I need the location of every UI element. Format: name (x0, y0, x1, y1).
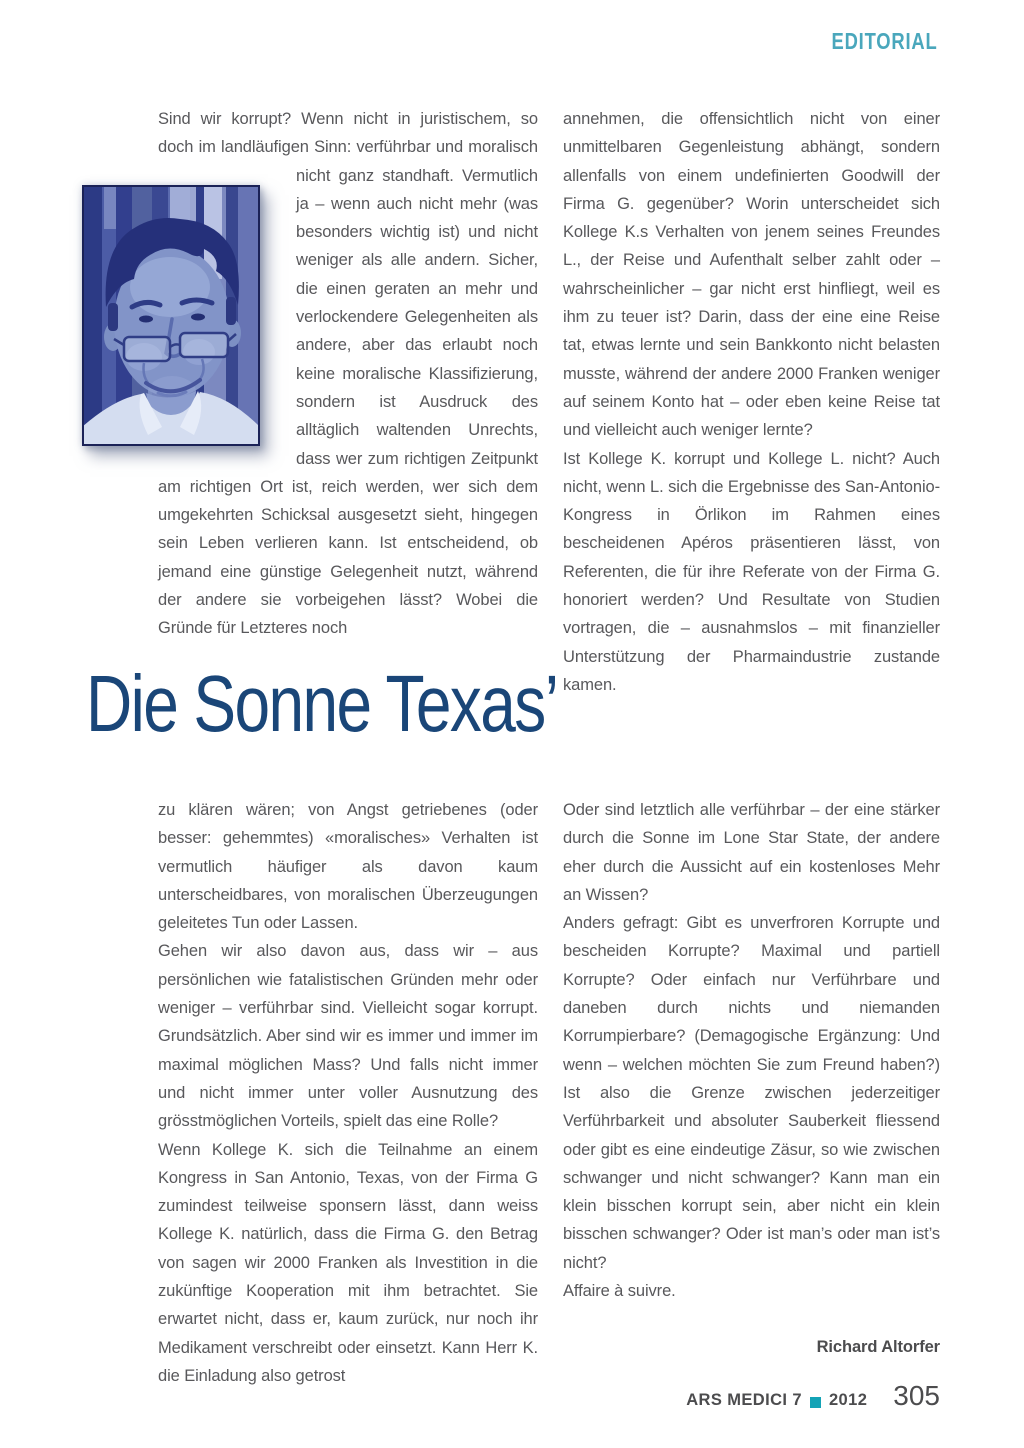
square-bullet-icon (810, 1397, 821, 1408)
paragraph: annehmen, die offensichtlich nicht von einer unmittelbaren Gegenleistung abhängt, sondern allenfalls von einem undefinierten Goodwill der Firma G. gegenüber? Worin unterscheidet sich Kollege K.s Verhalten von jenem seines Freundes L., der Reise und Aufenthalt selber zahlt oder – wahrscheinlicher – gar nicht erst hinfliegt, weil es ihm zu teuer ist? Darin, dass der eine eine Reise tat, etwas lernte und sein Bankkonto nicht belasten musste, während der andere 2000 Franken weniger auf seinem Konto hat – oder eben keine Reise tat und vielleicht auch weniger lernte? (563, 110, 940, 440)
paragraph: Wenn Kollege K. sich die Teilnahme an einem Kongress in San Antonio, Texas, von der Firma G zumindest teilweise sponsern lässt, dann weiss Kollege K. natürlich, dass die Firma G. den Betrag von sagen wir 2000 Franken als Investition in die zukünftige Kooperation mit ihm betrachtet. Sie erwartet nicht, dass er, kaum zurück, nur noch ihr Medikament verschreibt oder einsetzt. Kann Herr K. die Einladung also getrost (158, 1140, 538, 1385)
paragraph: Ist Kollege K. korrupt und Kollege L. nicht? Auch nicht, wenn L. sich die Ergebnisse des San-Antonio-Kongress in Örlikon im Rahmen eines bescheidenen Apéros präsentieren lässt, von Referenten, die für ihre Referate von der Firma G. honoriert werden? Und Resultate von Studien vortragen, die – ausnahmslos – mit finanzieller Unterstützung der Pharmaindustrie zustande kamen. (563, 449, 940, 694)
article-headline: Die Sonne Texas’ (86, 659, 558, 748)
journal-title: ARS MEDICI 7 (686, 1391, 802, 1409)
journal-year: 2012 (828, 1391, 868, 1409)
lower-right-column (563, 796, 940, 1390)
lower-left-column (158, 796, 538, 1390)
paragraph: Anders gefragt: Gibt es unverfroren Korrupte und bescheiden Korrupte? Maximal und partiell Korrupte? Oder einfach nur Verführbare und daneben durch nichts und niemanden Korrumpierbare? (Demagogische Ergänzung: Und wenn – welchen möchten Sie zum Freund haben?) Ist also die Grenze zwischen jederzeitiger Verführbarkeit und absoluter Sauberkeit fliessend oder gibt es eine eindeutige Zäsur, so wie zwischen schwanger und nicht schwanger? Kann man ein klein bisschen korrupt sein, aber nicht ein klein bisschen schwanger? Oder ist man’s oder man ist’s nicht? (563, 914, 940, 1272)
upper-right-column (563, 105, 940, 699)
page-footer (686, 1380, 940, 1412)
portrait-illustration (84, 187, 258, 444)
paragraph: Oder sind letztlich alle verführbar – der eine stärker durch die Sonne im Lone Star State, der andere eher durch die Aussicht auf ein kostenloses Mehr an Wissen? (563, 801, 940, 904)
paragraph: zu klären wären; von Angst getriebenes (oder besser: gehemmtes) «moralisches» Verhalten ist vermutlich häufiger als davon kaum unterscheidbares, von moralischen Überzeugungen geleitetes Tun oder Lassen. (158, 801, 538, 933)
upper-left-column (158, 105, 538, 699)
paragraph-text: Sind wir korrupt? Wenn nicht in juristischem, so doch im landläufigen Sinn: verführbar und moralisch nicht (158, 110, 538, 185)
author-name: Richard Altorfer (816, 1338, 940, 1357)
lower-columns (158, 796, 940, 1390)
paragraph: Gehen wir also davon aus, dass wir – aus persönlichen wie fatalistischen Gründen mehr oder weniger – verführbar sind. Vielleicht sogar korrupt. Grundsätzlich. Aber sind wir es immer und immer im maximal möglichen Mass? Und falls nicht immer und nicht immer unter voller Ausnutzung des grösstmöglichen Vorteils, spielt das eine Rolle? (158, 942, 538, 1131)
journal-issue-line (686, 1391, 867, 1410)
paragraph: Affaire à suivre. (563, 1282, 676, 1301)
column-gap (538, 796, 563, 1390)
portrait-photo (82, 185, 260, 446)
upper-columns (158, 105, 940, 699)
column-gap (538, 105, 563, 699)
paragraph (158, 105, 538, 643)
section-kicker: EDITORIAL (831, 28, 938, 54)
page-number: 305 (893, 1380, 940, 1411)
paragraph-text: ganz standhaft. Vermutlich ja – wenn auch nicht mehr (was besonders wichtig ist) und nicht weniger als alle andern. Sicher, die einen geraten an mehr und verlockendere Gelegenheiten als andere, aber das erlaubt noch keine moralische Klassifizierung, sondern ist Ausdruck des alltäglich waltenden Unrechts, dass wer zum richtigen Zeitpunkt am richtigen Ort ist, reich werden, wer sich dem umgekehrten Schicksal ausgesetzt sieht, hingegen sein Leben verlieren kann. Ist entscheidend, ob jemand eine günstige Gelegenheit nutzt, während der andere sie vorbeigehen lässt? Wobei die Gründe für Letzteres noch (158, 166, 538, 638)
